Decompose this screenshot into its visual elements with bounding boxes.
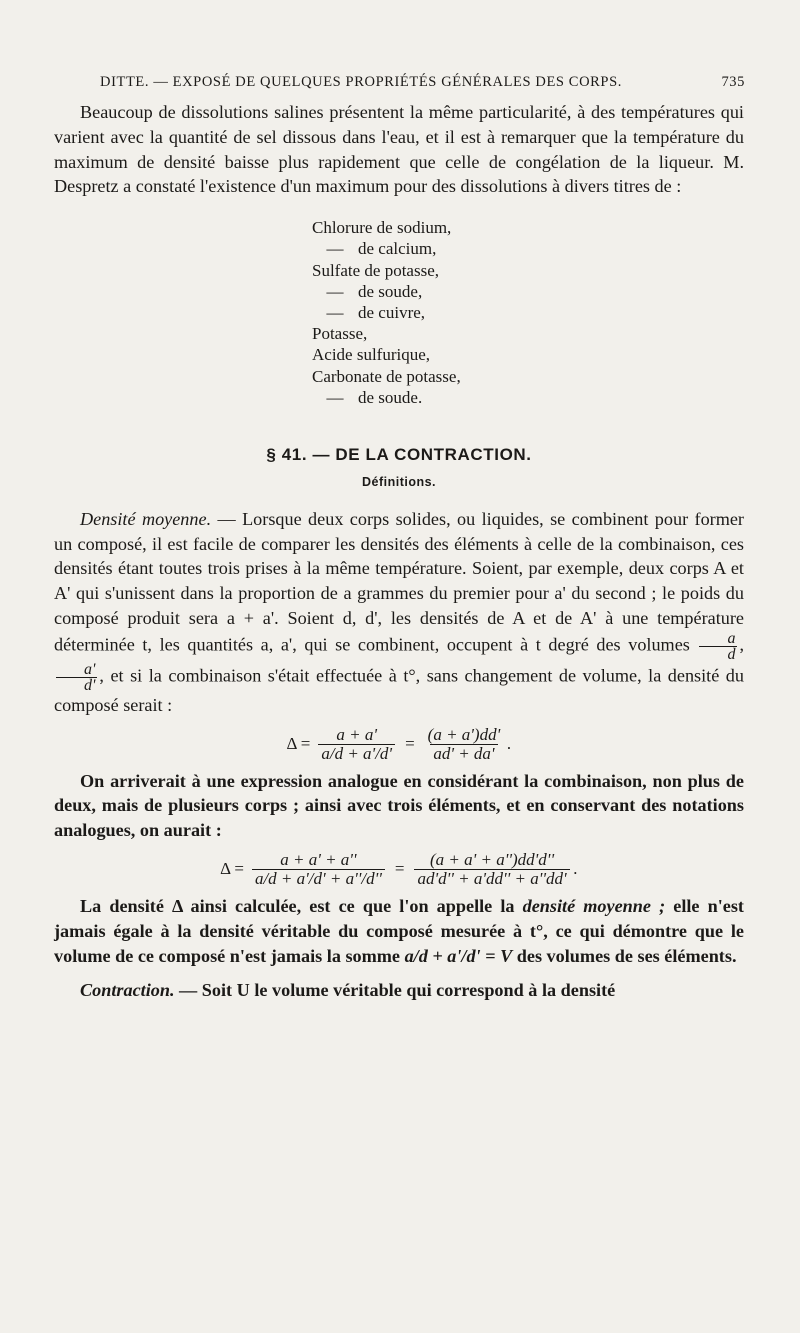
body-text [54, 100, 744, 1003]
running-head-title: DITTE. — EXPOSÉ DE QUELQUES PROPRIÉTÉS GÉNÉRALES DES CORPS. [100, 74, 622, 90]
salt-item: — de calcium, [326, 239, 437, 259]
density-text-2: , et si la combinaison s'était effectuée à t°, sans changement de volume, la densité du composé serait : [54, 665, 744, 715]
mean-density-term: densité moyenne ; [522, 895, 666, 916]
density-text-1: — Lorsque deux corps solides, ou liquides, se combinent pour former un composé, il est facile de comparer les densités des éléments à celle de la combinaison, ces densités étant toutes trois prises à la même température. Soient, par exemple, deux corps A et A' qui s'unissent dans la proportion de a grammes du premier pour a' du second ; le poids du composé produit sera a + a'. Soient d, d', les densités de A et de A' à une température déterminée t, les quantités a, a', qui se combinent, occupent à t degré des volumes [54, 508, 744, 655]
salt-item: Acide sulfurique, [312, 345, 431, 365]
salt-item: — de cuivre, [326, 303, 426, 322]
paragraph-three-bodies: On arriverait à une expression analogue en considérant la combinaison, non plus de deux, mais de plusieurs corps ; ainsi avec trois éléments, et en conservant des notations analogues, on aurait : [54, 770, 744, 841]
salt-item: Chlorure de sodium, [312, 218, 452, 238]
volume-fraction-2: $\frac{a'}{d'}$ [56, 662, 97, 693]
formula-three-bodies: Δ = $\frac{a + a' + a''}{a/d + a'/d' + a''/d''}$ = $\frac{(a + a' + a'')dd'd''}{ad'd'' + a'dd'' + a''dd'}$ . [220, 849, 578, 888]
salt-item: Potasse, [312, 324, 368, 344]
intro-paragraph: Beaucoup de dissolutions salines présentent la même particularité, à des températures qui varient avec la quantité de sel dissous dans l'eau, et il est à remarquer que la température du maximum de densité baisse plus rapidement que celle de congélation de la liqueur. M. Despretz a constaté l'existence d'un maximum pour des dissolutions à divers titres de : [54, 102, 744, 197]
salt-item: Sulfate de potasse, [312, 260, 439, 280]
page-number: 735 [721, 74, 745, 90]
density-lead: Densité moyenne. [80, 508, 212, 529]
density-paragraph: Densité moyenne. — Lorsque deux corps solides, ou liquides, se combinent pour former un composé, il est facile de comparer les densités des éléments à celle de la combinaison, ces densités étant toutes trois prises à la même température. Soient, par exemple, deux corps A et A' qui s'unissent dans la proportion de a grammes du premier pour a' du second ; le poids du composé produit sera a + a'. Soient d, d', les densités de A et de A' à une température déterminée t, les quantités a, a', qui se combinent, occupent à t degré des volumes $\frac{a}{d}$ , $\frac{a'}{d'}$ , et si la combinaison s'était effectuée à t°, sans changement de volume, la densité du composé serait : [54, 508, 745, 715]
formula-two-bodies: Δ = $\frac{a + a'}{a/d + a'/d'}$ = $\frac{(a + a')dd'}{ad' + da'}$ . [286, 724, 512, 763]
volume-fraction-1: $\frac{a}{d}$ [699, 631, 737, 662]
salt-list [312, 217, 532, 408]
contraction-lead: Contraction. [80, 980, 175, 1001]
contraction-paragraph: Contraction. — Soit U le volume véritable qui correspond à la densité [80, 980, 616, 1001]
subsection-title: Définitions. [361, 475, 437, 490]
salt-item: — de soude. [326, 387, 423, 407]
salt-item: — de soude, [326, 281, 423, 301]
salt-item: Carbonate de potasse, [312, 366, 461, 386]
section-title: § 41. — DE LA CONTRACTION. [266, 445, 532, 465]
paragraph-mean-density: La densité Δ ainsi calculée, est ce que l'on appelle la densité moyenne ; elle n'est jamais égale à la densité véritable du composé mesurée à t°, ce qui démontre que le volume de ce composé n'est jamais la somme a/d + a'/d' = V des volumes de ses éléments. [54, 895, 744, 966]
volume-sum: a/d + a'/d' = V [404, 945, 513, 966]
